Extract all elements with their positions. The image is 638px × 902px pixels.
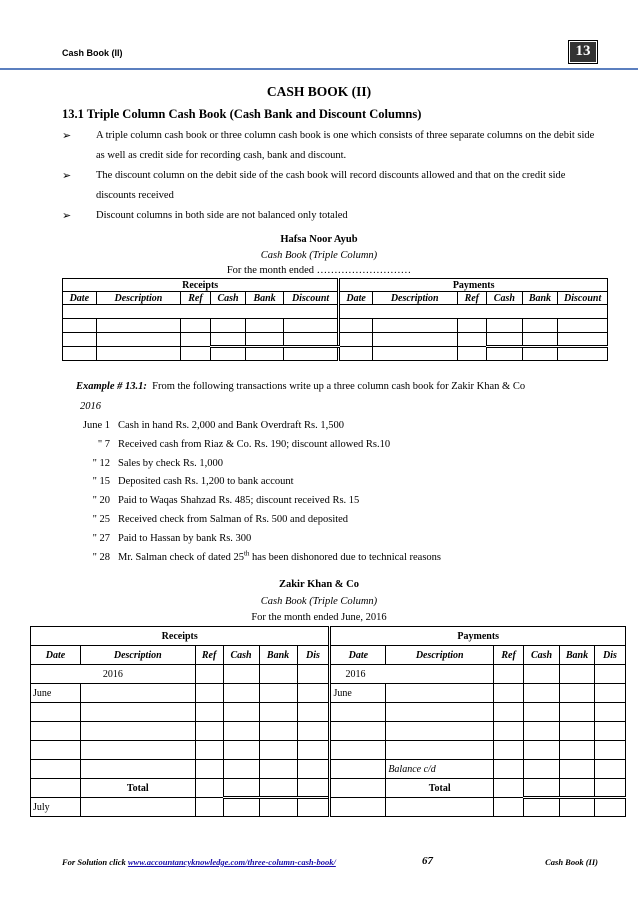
template-cash-book-table (62, 278, 608, 361)
payments-header: Payments (330, 627, 626, 646)
table-row (31, 722, 626, 741)
col-date: Date (31, 646, 81, 665)
col-discount: Discount (558, 292, 608, 305)
arrow-bullet-icon: ➢ (62, 210, 72, 222)
col-ref: Ref (494, 646, 524, 665)
col-description: Description (96, 292, 181, 305)
transaction-row: " 27 Paid to Hassan by bank Rs. 300 (92, 532, 252, 544)
transaction-row: " 25 Received check from Salman of Rs. 500 and deposited (92, 513, 349, 525)
transaction-list (62, 417, 562, 567)
total-label: Total (386, 779, 494, 798)
table-row (31, 798, 626, 817)
table-row (63, 347, 608, 361)
page-footer (62, 855, 598, 871)
transaction-row: " 7 Received cash from Riaz & Co. Rs. 190; discount allowed Rs.10 (97, 438, 391, 450)
receipts-header: Receipts (31, 627, 330, 646)
month-cell: June (330, 684, 386, 703)
example-label: Example # 13.1: (76, 381, 147, 392)
transaction-row: June 1 Cash in hand Rs. 2,000 and Bank Overdraft Rs. 1,500 (82, 420, 345, 431)
col-bank: Bank (259, 646, 297, 665)
footer-title: Cash Book (II) (545, 857, 598, 867)
template-company: Hafsa Noor Ayub (280, 234, 358, 245)
col-cash: Cash (210, 292, 246, 305)
example-year: 2016 (80, 401, 101, 412)
header-title: Cash Book (II) (62, 48, 123, 58)
template-subtitle: Cash Book (Triple Column) (260, 250, 378, 261)
col-description: Description (372, 292, 457, 305)
table-row (31, 779, 626, 798)
balance-cd-cell: Balance c/d (386, 760, 494, 779)
col-description: Description (80, 646, 195, 665)
chapter-number: 13 (570, 42, 596, 62)
bullet-list (62, 126, 602, 226)
col-ref: Ref (457, 292, 487, 305)
col-date: Date (63, 292, 97, 305)
month-cell: July (31, 798, 81, 817)
table-row (63, 319, 608, 333)
year-cell: 2016 (330, 665, 494, 684)
example-text: From the following transactions write up a three column cash book for Zakir Khan & Co (152, 381, 526, 392)
footer-prefix: For Solution click (62, 857, 128, 867)
col-cash: Cash (487, 292, 523, 305)
arrow-bullet-icon: ➢ (62, 170, 72, 182)
year-cell: 2016 (31, 665, 196, 684)
col-dis: Dis (297, 646, 330, 665)
table-row (31, 684, 626, 703)
table-row (31, 760, 626, 779)
bullet-item: ➢ Discount columns in both side are not balanced only totaled (62, 206, 602, 226)
col-bank: Bank (246, 292, 284, 305)
section-title: 13.1 Triple Column Cash Book (Cash Bank and Discount Columns) (62, 107, 422, 121)
solution-subtitle: Cash Book (Triple Column) (260, 596, 378, 607)
solution-cash-book-table (30, 626, 626, 817)
transaction-row: " 20 Paid to Waqas Shahzad Rs. 485; discount received Rs. 15 (92, 495, 360, 507)
solution-link[interactable]: www.accountancyknowledge.com/three-column-cash-book/ (127, 857, 336, 867)
solution-company: Zakir Khan & Co (278, 579, 360, 590)
table-row (63, 305, 608, 319)
transaction-row: " 15 Deposited cash Rs. 1,200 to bank account (92, 476, 294, 488)
page-title: CASH BOOK (II) (266, 84, 372, 99)
bullet-item: ➢ A triple column cash book or three column cash book is one which consists of three separate columns on the debit side as well as credit side for recording cash, bank and discount. (62, 126, 602, 166)
receipts-header: Receipts (63, 279, 339, 292)
col-bank: Bank (522, 292, 558, 305)
col-date: Date (330, 646, 386, 665)
transaction-row: " 12 Sales by check Rs. 1,000 (92, 457, 223, 469)
table-row (31, 741, 626, 760)
col-date: Date (339, 292, 373, 305)
page-header (62, 40, 598, 66)
template-period: For the month ended ……………………… (226, 265, 412, 276)
chapter-number-box (568, 40, 598, 64)
table-row (63, 333, 608, 347)
page-number: 67 (422, 855, 433, 867)
solution-period: For the month ended June, 2016 (251, 612, 387, 623)
example-heading (76, 381, 525, 392)
header-divider (0, 68, 638, 70)
col-ref: Ref (195, 646, 223, 665)
col-bank: Bank (560, 646, 595, 665)
col-cash: Cash (223, 646, 259, 665)
total-label: Total (80, 779, 195, 798)
bullet-item: ➢ The discount column on the debit side of the cash book will record discounts allowed and that on the credit side discounts received (62, 166, 602, 206)
table-row (31, 665, 626, 684)
payments-header: Payments (339, 279, 608, 292)
month-cell: June (31, 684, 81, 703)
col-dis: Dis (594, 646, 625, 665)
transaction-row: " 28 Mr. Salman check of dated 25th has been dishonored due to technical reasons (92, 549, 441, 563)
col-discount: Discount (283, 292, 338, 305)
col-ref: Ref (181, 292, 211, 305)
table-row (31, 703, 626, 722)
col-cash: Cash (524, 646, 560, 665)
arrow-bullet-icon: ➢ (62, 130, 72, 142)
col-description: Description (386, 646, 494, 665)
